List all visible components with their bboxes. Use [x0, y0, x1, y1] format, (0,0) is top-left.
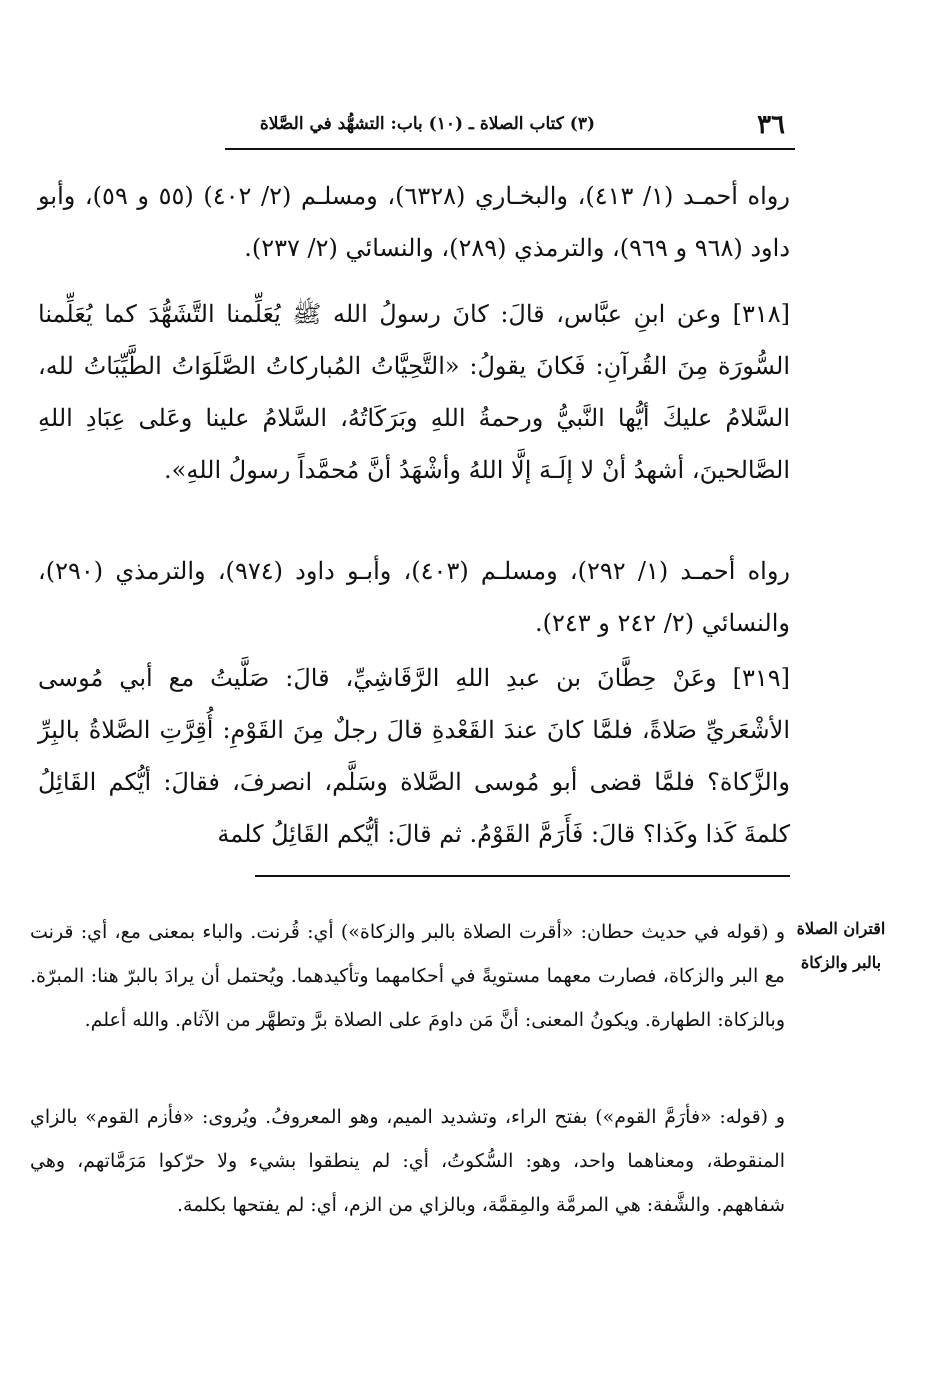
- margin-heading-line-2: بالبر والزكاة: [800, 953, 882, 972]
- commentary-note-1: و (قوله في حديث حطان: «أقرت الصلاة بالبر والزكاة») أي: قُرنت. والباء بمعنى مع، أي: قرنت مع البر والزكاة، فصارت معهما مستويةً في أحكامهما وتأكيدهما. ويُحتمل أن يرادَ بالبرّ هنا: المبرّة. وبالزكاة: الطهارة. ويكونُ المعنى: أنَّ مَن داومَ على الصلاة برَّ وتطهَّر من الآثام. والله أعلم.: [30, 921, 785, 1031]
- hadith-318-text: [٣١٨] وعن ابنِ عبَّاس، قالَ: كانَ رسولُ الله ﷺ يُعَلِّمنا التَّشَهُّدَ كما يُعَلِّمنا السُّورَة مِنَ القُرآنِ: فَكانَ يقولُ: «التَّحِيَّاتُ المُباركاتُ الصَّلَوَاتُ الطَّيِّبَاتُ لله، السَّلامُ عليكَ أيُّها النَّبيُّ ورحمةُ اللهِ وبَرَكَاتُهُ، السَّلامُ علينا وعَلى عِبَادِ اللهِ الصَّالحينَ، أشهدُ أنْ لا إلَـهَ إلَّا اللهُ وأشْهَدُ أنَّ مُحمَّداً رسولُ اللهِ».: [38, 300, 790, 484]
- footnote-divider: [255, 875, 790, 877]
- page-header: [225, 104, 795, 150]
- running-title: (٣) كتاب الصلاة ـ (١٠) باب: التشهُّد في الصَّلاة: [259, 114, 595, 134]
- hadith-318-takhrij: رواه أحمـد (١/ ٢٩٢)، ومسلـم (٤٠٣)، وأبـو داود (٩٧٤)، والترمذي (٢٩٠)، والنسائي (٢/ ٢٤٢ و ٢٤٣).: [38, 557, 790, 637]
- margin-heading-line-1: اقتران الصلاة: [796, 919, 886, 938]
- hadith-317-takhrij: رواه أحمـد (١/ ٤١٣)، والبخـاري (٦٣٢٨)، ومسلـم (٢/ ٤٠٢) (٥٥ و ٥٩)، وأبو داود (٩٦٨ و ٩٦٩)، والترمذي (٢٨٩)، والنسائي (٢/ ٢٣٧).: [38, 182, 790, 262]
- commentary-note-2: و (قوله: «فأرَمَّ القوم») بفتح الراء، وتشديد الميم، وهو المعروفُ. ويُروى: «فأزم القوم» بالزاي المنقوطة، ومعناهما واحد، وهو: السُّكوتُ، أي: لم ينطقوا بشيء ولا حرّكوا مَرَمَّاتهم، وهي شفاههم. والشَّفة: هي المرمَّة والمِقمَّة، وبالزاي من الزم، أي: لم يفتحها بكلمة.: [30, 1106, 785, 1216]
- hadith-319-text: [٣١٩] وعَنْ حِطَّانَ بن عبدِ اللهِ الرَّقَاشِيِّ، قالَ: صَلَّيتُ مع أبي مُوسى الأشْعَريِّ صَلاةً، فلمَّا كانَ عندَ القَعْدةِ قالَ رجلٌ مِنَ القَوْمِ: أُقِرَّتِ الصَّلاةُ بالبِرِّ والزَّكاة؟ فلمَّا قضى أبو مُوسى الصَّلاة وسَلَّم، انصرفَ، فقالَ: أيُّكم القَائِلُ كلمةَ كَذا وكَذا؟ قالَ: فَأَرَمَّ القَوْمُ. ثم قالَ: أيُّكم القَائِلُ كلمة: [38, 664, 790, 848]
- margin-heading: [795, 912, 887, 980]
- page-number: ٣٦: [757, 110, 785, 140]
